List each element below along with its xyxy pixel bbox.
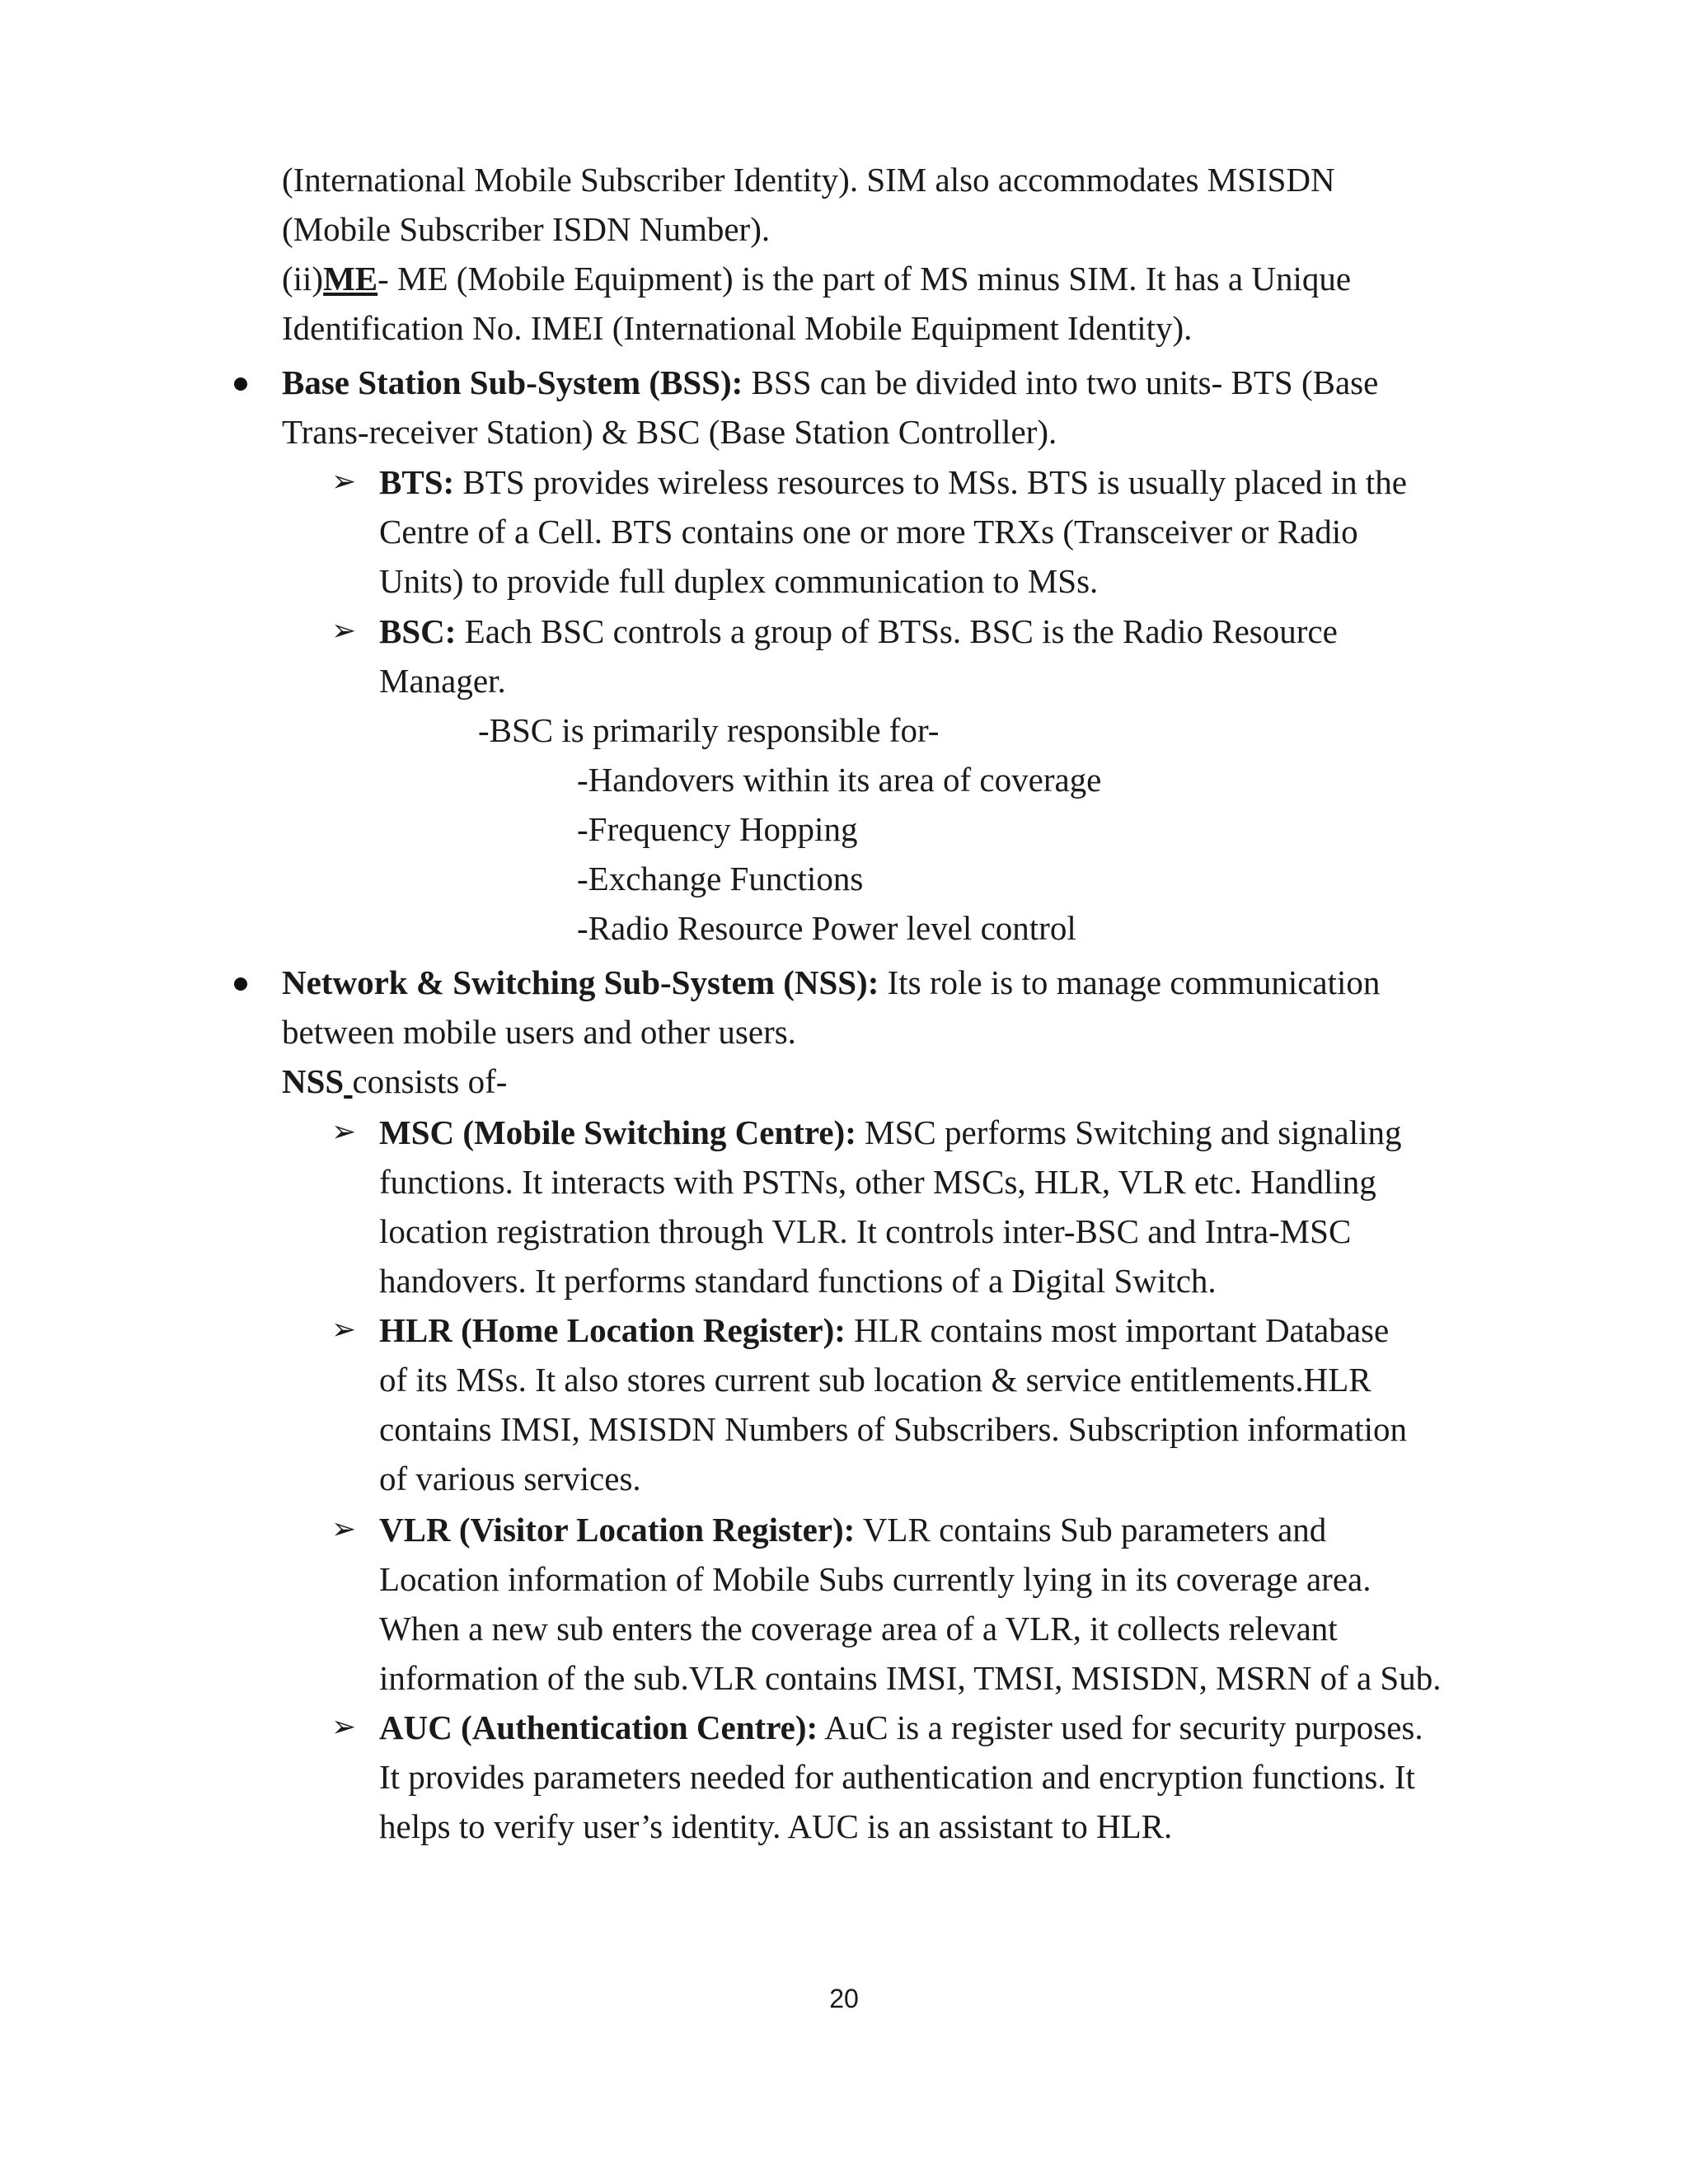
hlr-line-4: of various services. bbox=[379, 1460, 641, 1497]
hlr-text-1: HLR contains most important Database bbox=[845, 1311, 1390, 1349]
vlr-heading: VLR (Visitor Location Register): bbox=[379, 1511, 856, 1549]
nss-consists bbox=[282, 1057, 507, 1106]
vlr-line-2: Location information of Mobile Subs currently lying in its coverage area. bbox=[379, 1560, 1372, 1598]
hlr-line-3: contains IMSI, MSISDN Numbers of Subscribers. Subscription information bbox=[379, 1410, 1407, 1448]
intro-line-1: (International Mobile Subscriber Identity). SIM also accommodates MSISDN bbox=[282, 161, 1335, 199]
intro-line-2: (Mobile Subscriber ISDN Number). bbox=[282, 210, 771, 248]
auc-line-2: It provides parameters needed for authentication and encryption functions. It bbox=[379, 1758, 1415, 1796]
bts-text-1: BTS provides wireless resources to MSs. BTS is usually placed in the bbox=[454, 463, 1408, 501]
bsc-responsible: -BSC is primarily responsible for- bbox=[478, 711, 940, 749]
msc-line-1 bbox=[379, 1108, 1402, 1157]
hlr-heading: HLR (Home Location Register): bbox=[379, 1311, 846, 1349]
me-line bbox=[282, 254, 1351, 303]
me-prefix: (ii) bbox=[282, 260, 324, 298]
vlr-text-1: VLR contains Sub parameters and bbox=[855, 1511, 1327, 1549]
bss-text-1: BSS can be divided into two units- BTS (Base bbox=[743, 363, 1379, 401]
bts-line-1 bbox=[379, 457, 1407, 507]
bsc-heading: BSC: bbox=[379, 612, 457, 650]
bss-heading: Base Station Sub-System (BSS): bbox=[282, 363, 743, 401]
hlr-line-1 bbox=[379, 1305, 1389, 1355]
auc-line-1 bbox=[379, 1703, 1423, 1752]
vlr-line-4: information of the sub.VLR contains IMSI, TMSI, MSISDN, MSRN of a Sub. bbox=[379, 1659, 1442, 1697]
msc-text-1: MSC performs Switching and signaling bbox=[856, 1113, 1402, 1151]
bts-line-2: Centre of a Cell. BTS contains one or more TRXs (Transceiver or Radio bbox=[379, 513, 1358, 551]
page-number: 20 bbox=[829, 1984, 859, 2013]
nss-heading: Network & Switching Sub-System (NSS): bbox=[282, 963, 879, 1001]
msc-heading: MSC (Mobile Switching Centre): bbox=[379, 1113, 856, 1151]
bsc-item: -Radio Resource Power level control bbox=[577, 909, 1076, 947]
arrow-bullet-icon: ➢ bbox=[331, 465, 357, 499]
bsc-item: -Frequency Hopping bbox=[577, 810, 858, 848]
msc-line-4: handovers. It performs standard functions of a Digital Switch. bbox=[379, 1262, 1217, 1300]
bss-line-1 bbox=[282, 358, 1378, 407]
msc-line-3: location registration through VLR. It controls inter-BSC and Intra-MSC bbox=[379, 1212, 1352, 1250]
nss-consists-term: NSS bbox=[282, 1062, 345, 1100]
msc-line-2: functions. It interacts with PSTNs, other MSCs, HLR, VLR etc. Handling bbox=[379, 1163, 1376, 1201]
arrow-bullet-icon: ➢ bbox=[331, 614, 357, 648]
auc-heading: AUC (Authentication Centre): bbox=[379, 1708, 818, 1746]
nss-consists-space bbox=[344, 1062, 352, 1100]
vlr-line-3: When a new sub enters the coverage area of a VLR, it collects relevant bbox=[379, 1610, 1338, 1647]
bullet-dot-icon bbox=[234, 377, 247, 391]
bsc-text-1: Each BSC controls a group of BTSs. BSC is the Radio Resource bbox=[456, 612, 1338, 650]
bss-line-2: Trans-receiver Station) & BSC (Base Station Controller). bbox=[282, 413, 1057, 451]
arrow-bullet-icon: ➢ bbox=[331, 1115, 357, 1149]
nss-consists-text: consists of- bbox=[352, 1062, 508, 1100]
bsc-item: -Handovers within its area of coverage bbox=[577, 761, 1102, 799]
bsc-item: -Exchange Functions bbox=[577, 860, 864, 898]
bts-heading: BTS: bbox=[379, 463, 455, 501]
auc-line-3: helps to verify user’s identity. AUC is an assistant to HLR. bbox=[379, 1807, 1173, 1845]
me-text: - ME (Mobile Equipment) is the part of MS minus SIM. It has a Unique bbox=[377, 260, 1352, 298]
bsc-line-2: Manager. bbox=[379, 662, 506, 700]
auc-text-1: AuC is a register used for security purposes. bbox=[818, 1708, 1423, 1746]
arrow-bullet-icon: ➢ bbox=[331, 1512, 357, 1546]
nss-line-1 bbox=[282, 958, 1380, 1007]
bullet-dot-icon bbox=[234, 977, 247, 991]
me-term: ME bbox=[323, 260, 378, 298]
hlr-line-2: of its MSs. It also stores current sub location & service entitlements.HLR bbox=[379, 1361, 1372, 1399]
bsc-line-1 bbox=[379, 607, 1338, 656]
arrow-bullet-icon: ➢ bbox=[331, 1313, 357, 1347]
bts-line-3: Units) to provide full duplex communication to MSs. bbox=[379, 562, 1099, 600]
intro-line-4: Identification No. IMEI (International Mobile Equipment Identity). bbox=[282, 309, 1193, 347]
nss-line-2: between mobile users and other users. bbox=[282, 1013, 796, 1051]
arrow-bullet-icon: ➢ bbox=[331, 1710, 357, 1744]
vlr-line-1 bbox=[379, 1505, 1326, 1554]
nss-text-1: Its role is to manage communication bbox=[879, 963, 1381, 1001]
